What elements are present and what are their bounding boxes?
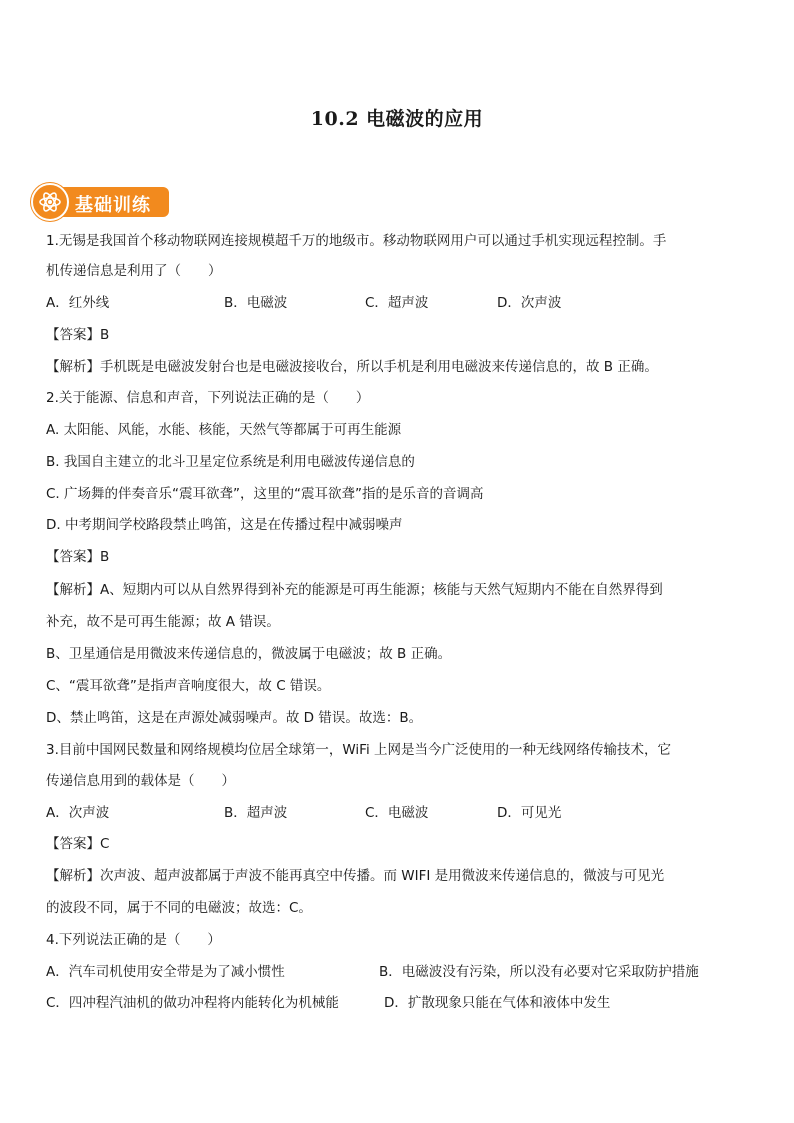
q1-answer: 【答案】B	[46, 327, 110, 343]
q3-stem-line2: 传递信息用到的载体是（ ）	[46, 773, 235, 789]
atom-icon	[38, 190, 62, 214]
q3-option-c: C．电磁波	[365, 805, 429, 821]
section-label: 基础训练	[75, 195, 151, 216]
q2-answer: 【答案】B	[46, 549, 110, 565]
q1-analysis: 【解析】手机既是电磁波发射台也是电磁波接收台，所以手机是利用电磁波来传递信息的，故 B 正确。	[46, 359, 658, 375]
q2-option-b: B. 我国自主建立的北斗卫星定位系统是利用电磁波传递信息的	[46, 454, 415, 470]
q3-analysis-line2: 的波段不同，属于不同的电磁波；故选：C。	[46, 900, 312, 916]
q1-option-b: B．电磁波	[224, 295, 288, 311]
page-title: 10.2 电磁波的应用	[310, 108, 484, 130]
q4-option-a: A．汽车司机使用安全带是为了减小惯性	[46, 964, 285, 980]
q3-option-d: D．可见光	[497, 805, 562, 821]
q2-analysis-line1: 【解析】A、短期内可以从自然界得到补充的能源是可再生能源；核能与天然气短期内不能在自然界得到	[46, 582, 663, 598]
q2-option-c: C. 广场舞的伴奏音乐“震耳欲聋”，这里的“震耳欲聋”指的是乐音的音调高	[46, 486, 484, 502]
section-badge-circle	[31, 183, 69, 221]
q4-option-b: B．电磁波没有污染，所以没有必要对它采取防护措施	[379, 964, 699, 980]
q2-option-d: D. 中考期间学校路段禁止鸣笛，这是在传播过程中减弱噪声	[46, 517, 403, 533]
q3-option-b: B．超声波	[224, 805, 288, 821]
q1-option-a: A．红外线	[46, 295, 110, 311]
q2-stem: 2.关于能源、信息和声音，下列说法正确的是（ ）	[46, 390, 370, 406]
q2-analysis-line5: D、禁止鸣笛，这是在声源处减弱噪声。故 D 错误。故选：B。	[46, 710, 423, 726]
q3-analysis-line1: 【解析】次声波、超声波都属于声波不能再真空中传播。而 WIFI 是用微波来传递信息的，微波与可见光	[46, 868, 665, 884]
q3-option-a: A．次声波	[46, 805, 110, 821]
q4-stem: 4.下列说法正确的是（ ）	[46, 932, 221, 948]
q3-stem-line1: 3.目前中国网民数量和网络规模均位居全球第一，WiFi 上网是当今广泛使用的一种无线网络传输技术，它	[46, 742, 672, 758]
q4-option-c: C．四冲程汽油机的做功冲程将内能转化为机械能	[46, 995, 339, 1011]
q1-stem-line2: 机传递信息是利用了（ ）	[46, 263, 222, 279]
q2-option-a: A. 太阳能、风能，水能、核能，天然气等都属于可再生能源	[46, 422, 402, 438]
q1-option-d: D．次声波	[497, 295, 562, 311]
q1-option-c: C．超声波	[365, 295, 429, 311]
q2-analysis-line2: 补充，故不是可再生能源；故 A 错误。	[46, 614, 280, 630]
q2-analysis-line3: B、卫星通信是用微波来传递信息的，微波属于电磁波；故 B 正确。	[46, 646, 452, 662]
q3-answer: 【答案】C	[46, 836, 110, 852]
q4-option-d: D．扩散现象只能在气体和液体中发生	[384, 995, 611, 1011]
q2-analysis-line4: C、“震耳欲聋”是指声音响度很大，故 C 错误。	[46, 678, 331, 694]
section-badge	[31, 183, 171, 221]
q1-stem-line1: 1.无锡是我国首个移动物联网连接规模超千万的地级市。移动物联网用户可以通过手机实现远程控制。手	[46, 233, 667, 249]
